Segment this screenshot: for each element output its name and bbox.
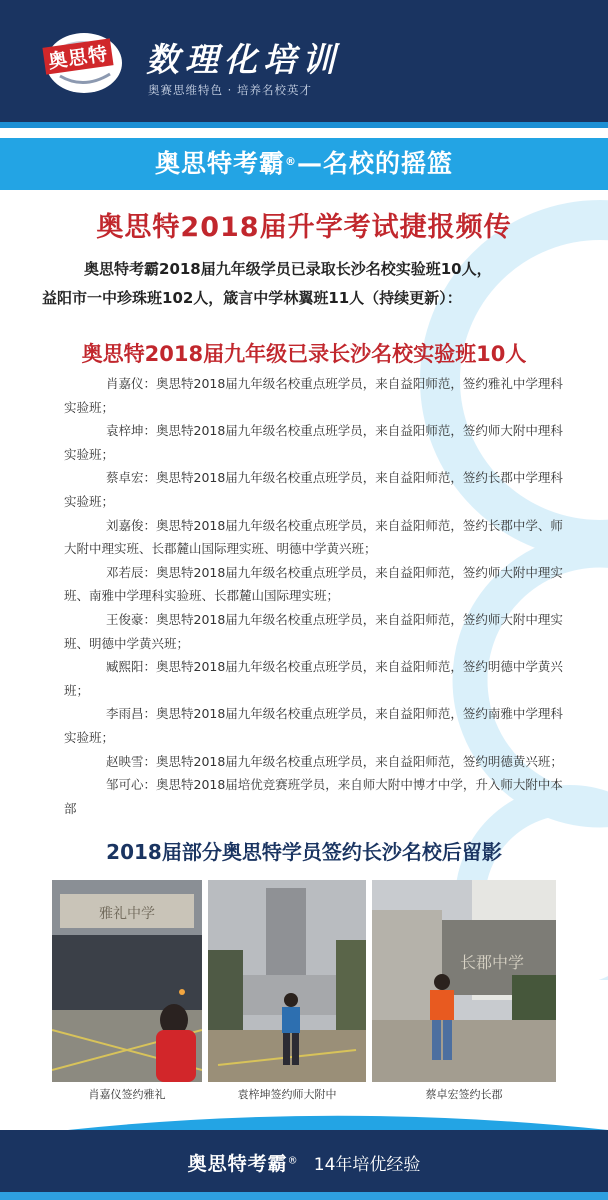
list-item: 王俊豪：奥思特2018届九年级名校重点班学员，来自益阳师范，签约师大附中理实班、明德中学黄兴班； [64,611,563,651]
banner-brand: 奥思特考霸 [154,149,285,178]
student-list [64,372,574,820]
footer-brand: 奥思特考霸 [187,1152,288,1175]
gate-sign-changjun: 长郡中学 [459,953,525,972]
header-stripe [0,122,608,128]
header-title: 数理化培训 [146,40,341,79]
photo-shida-fuzhong [208,880,366,1082]
headline: 奥思特2018届升学考试捷报频传 [96,212,512,243]
intro-line-1: 奥思特考霸2018届九年级学员已录取长沙名校实验班10人， [84,260,492,278]
list-item: 邓若辰：奥思特2018届九年级名校重点班学员，来自益阳师范，签约师大附中理实班、南雅中学理科实验班、长郡麓山国际理实班； [64,564,563,604]
intro-line-2: 益阳市一中珍珠班102人，箴言中学林翼班11人（持续更新）： [42,289,462,307]
list-item: 邹可心：奥思特2018届培优竞赛班学员，来自师大附中博才中学，升入师大附中本部 [64,777,563,816]
photo-yali [52,880,202,1082]
registered-mark: ® [285,155,297,168]
list-item: 李雨昌：奥思特2018届九年级名校重点班学员，来自益阳师范，签约南雅中学理科实验班； [64,706,563,745]
gate-sign-yali: 雅礼中学 [99,906,155,922]
intro [42,255,582,313]
banner-slogan: —名校的摇篮 [297,149,454,178]
header [0,0,608,122]
photo-caption: 袁梓坤签约师大附中 [237,1088,337,1101]
list-item: 肖嘉仪：奥思特2018届九年级名校重点班学员，来自益阳师范，签约雅礼中学理科实验班； [64,376,563,415]
photos-title: 2018届部分奥思特学员签约长沙名校后留影 [106,840,502,864]
list-item: 赵映雪：奥思特2018届九年级名校重点班学员，来自益阳师范，签约明德黄兴班； [106,753,563,769]
slogan-banner [0,138,608,190]
photo-caption: 蔡卓宏签约长郡 [425,1088,503,1101]
list-item: 蔡卓宏：奥思特2018届九年级名校重点班学员，来自益阳师范，签约长郡中学理科实验班； [64,470,563,509]
section-title: 奥思特2018届九年级已录长沙名校实验班10人 [81,342,527,366]
footer-registered-mark: ® [287,1155,298,1166]
list-item: 刘嘉俊：奥思特2018届九年级名校重点班学员，来自益阳师范，签约长郡中学、师大附中理实班、长郡麓山国际理实班、明德中学黄兴班； [64,517,563,557]
logo-brand: 奥思特 [42,38,113,74]
list-item: 臧熙阳：奥思特2018届九年级名校重点班学员，来自益阳师范，签约明德中学黄兴班； [64,659,563,698]
photo-changjun [372,880,556,1082]
list-item: 袁梓坤：奥思特2018届九年级名校重点班学员，来自益阳师范，签约师大附中理科实验班； [64,423,563,462]
header-subtitle: 奥赛思维特色 · 培养名校英才 [148,83,312,97]
photo-caption: 肖嘉仪签约雅礼 [88,1088,166,1101]
footer-stripe [0,1192,608,1200]
footer-tagline: 14年培优经验 [313,1154,421,1175]
footer [0,1130,608,1200]
